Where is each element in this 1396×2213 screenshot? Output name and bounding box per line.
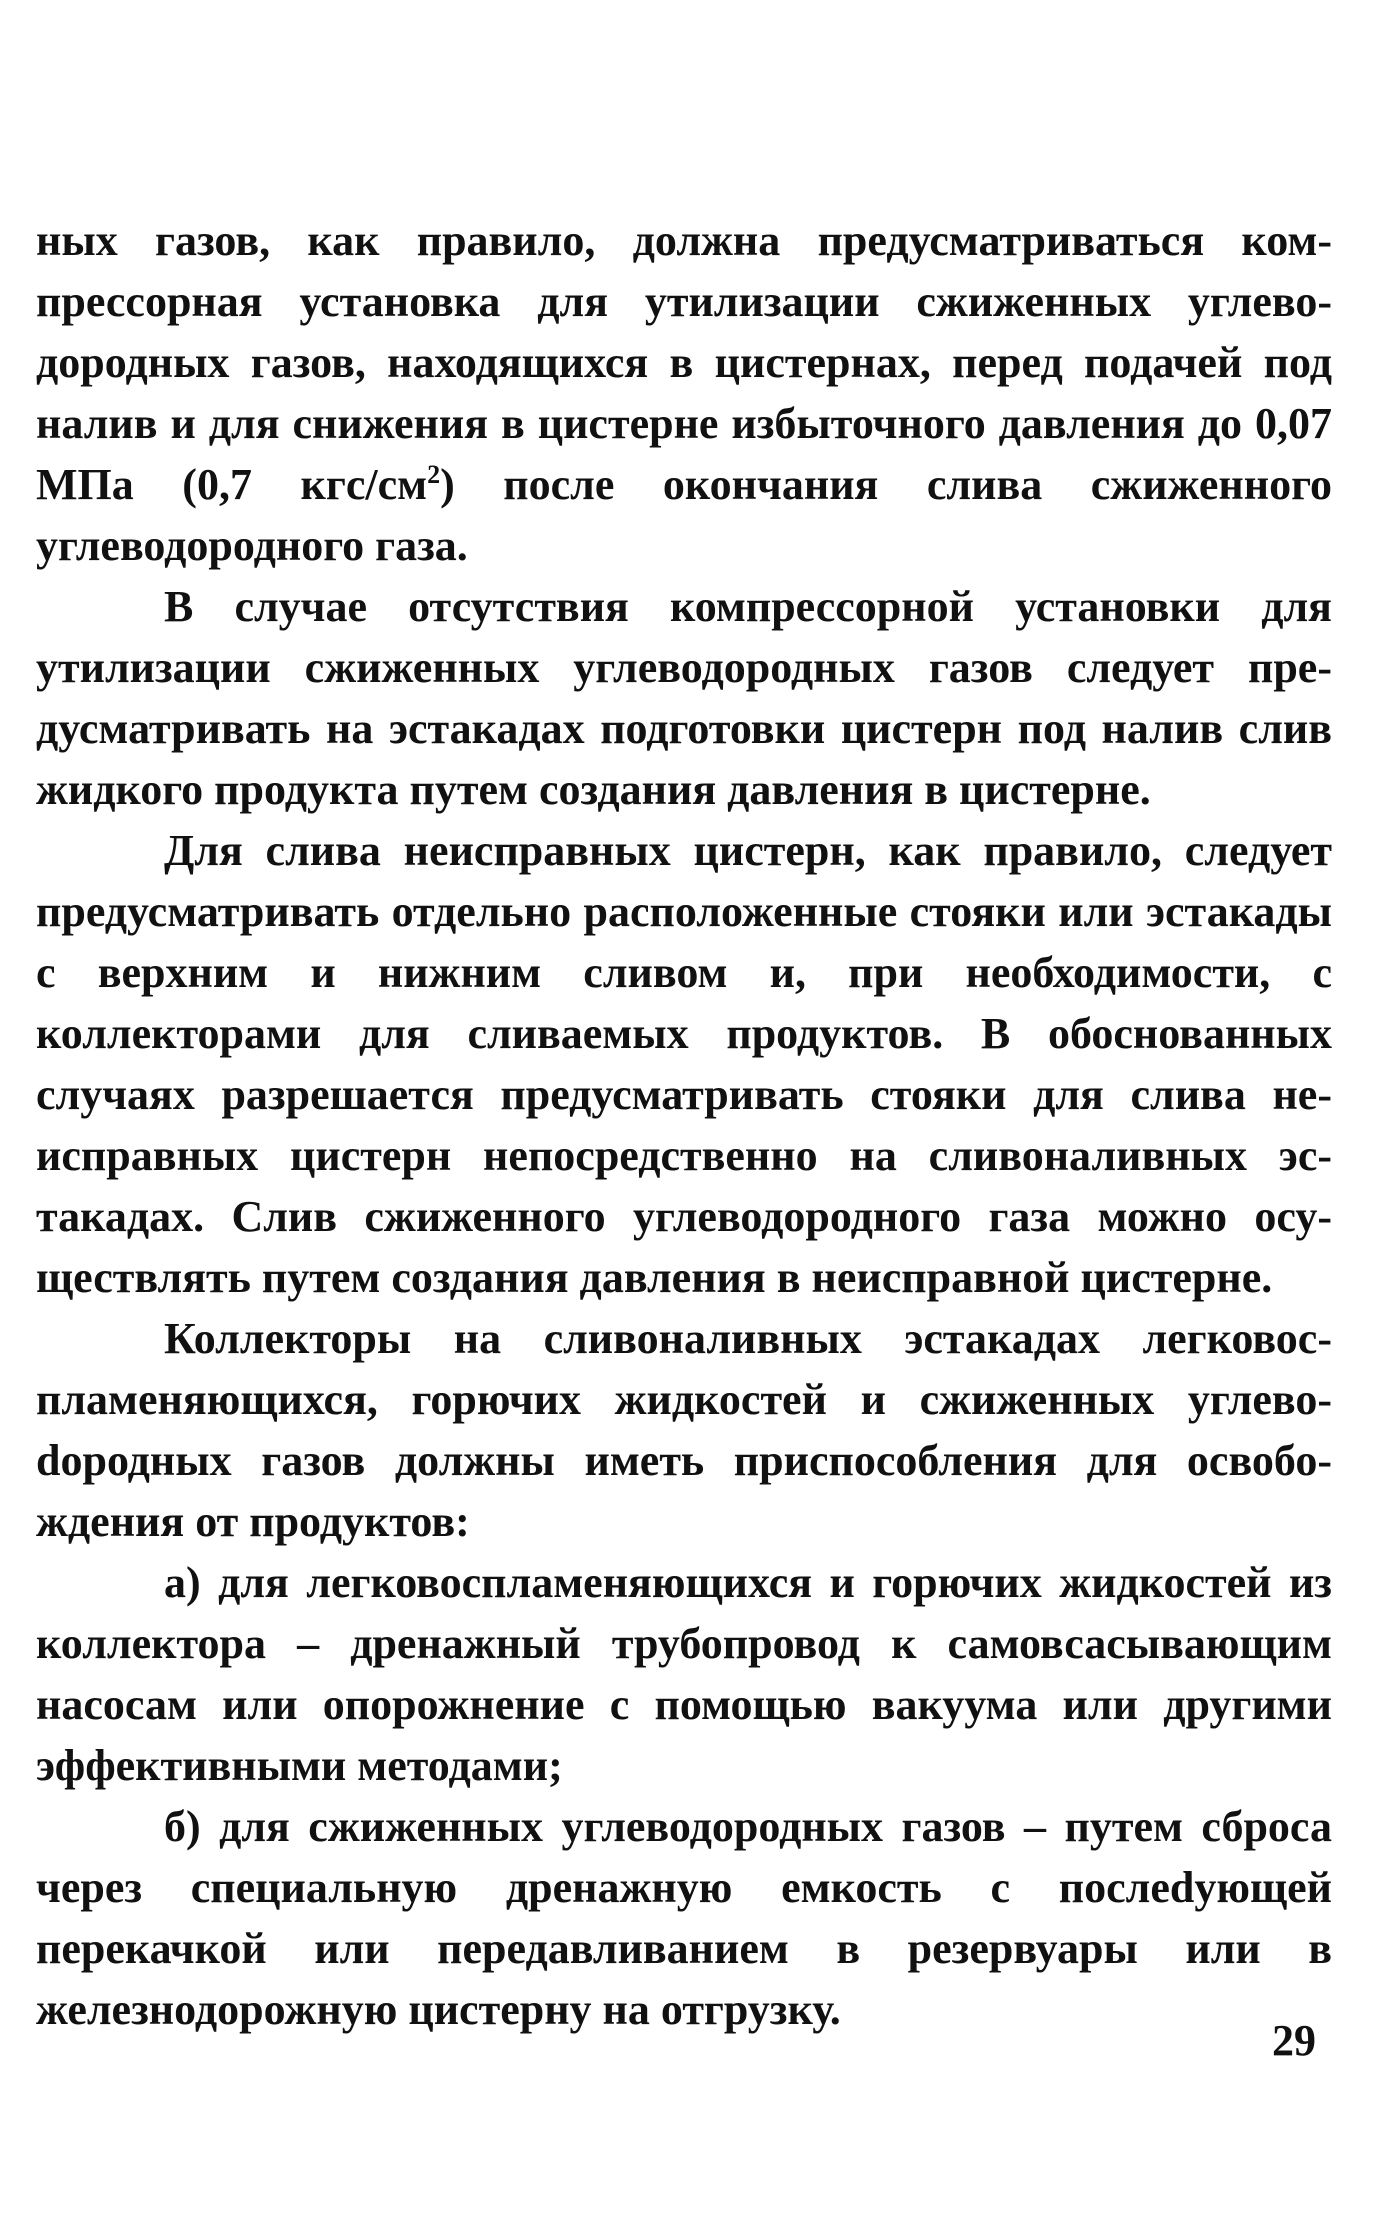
list-item-a: а) для легковоспламеняющихся и горючих жидкостей из коллектора – дренажный трубопровод к самовсасывающим насосам или опорожнение с помощью вакуума или другими эффективными методами;: [36, 1558, 1332, 1790]
superscript-exponent: 2: [427, 460, 441, 489]
paragraph-text: ных газов, как правило, должна предусматриваться компрессорная установка для утилизации сжиженных углеводородных газов, находящихся в цистернах, перед подачей под налив и для снижения в цистерне избыточного давления до 0,07 МПа (0,7 кгс/см: [36, 216, 1332, 509]
paragraph-text: ) после окончания слива сжиженного углеводородного газа.: [36, 460, 1332, 570]
paragraph-continuation: [36, 210, 1332, 576]
paragraph-collectors: Коллекторы на сливоналивных эстакадах легковоспламеняющихся, горючих жидкостей и сжиженных углевоdородных газов должны иметь приспособления для освобождения от продуктов:: [36, 1314, 1332, 1546]
page-body: [36, 210, 1332, 2040]
paragraph-faulty-tanks: Для слива неисправных цистерн, как правило, следует предусматривать отдельно расположенные стояки или эстакады с верхним и нижним сливом и, при необходимости, с коллекторами для сливаемых продуктов. В обоснованных случаях разрешается предусматривать стояки для слива неисправных цистерн непосредственно на сливоналивных эстакадах. Слив сжиженного углеводородного газа можно осуществлять путем создания давления в неисправной цистерне.: [36, 826, 1332, 1302]
page-number: 29: [1272, 2016, 1316, 2065]
paragraph-no-compressor: В случае отсутствия компрессорной установки для утилизации сжиженных углеводородных газов следует предусматривать на эстакадах подготовки цистерн под налив слив жидкого продукта путем создания давления в цистерне.: [36, 582, 1332, 814]
list-item-b: б) для сжиженных углеводородных газов – путем сброса через специальную дренажную емкость с послеdующей перекачкой или передавливанием в резервуары или в железнодорожную цистерну на отгрузку.: [36, 1802, 1332, 2034]
